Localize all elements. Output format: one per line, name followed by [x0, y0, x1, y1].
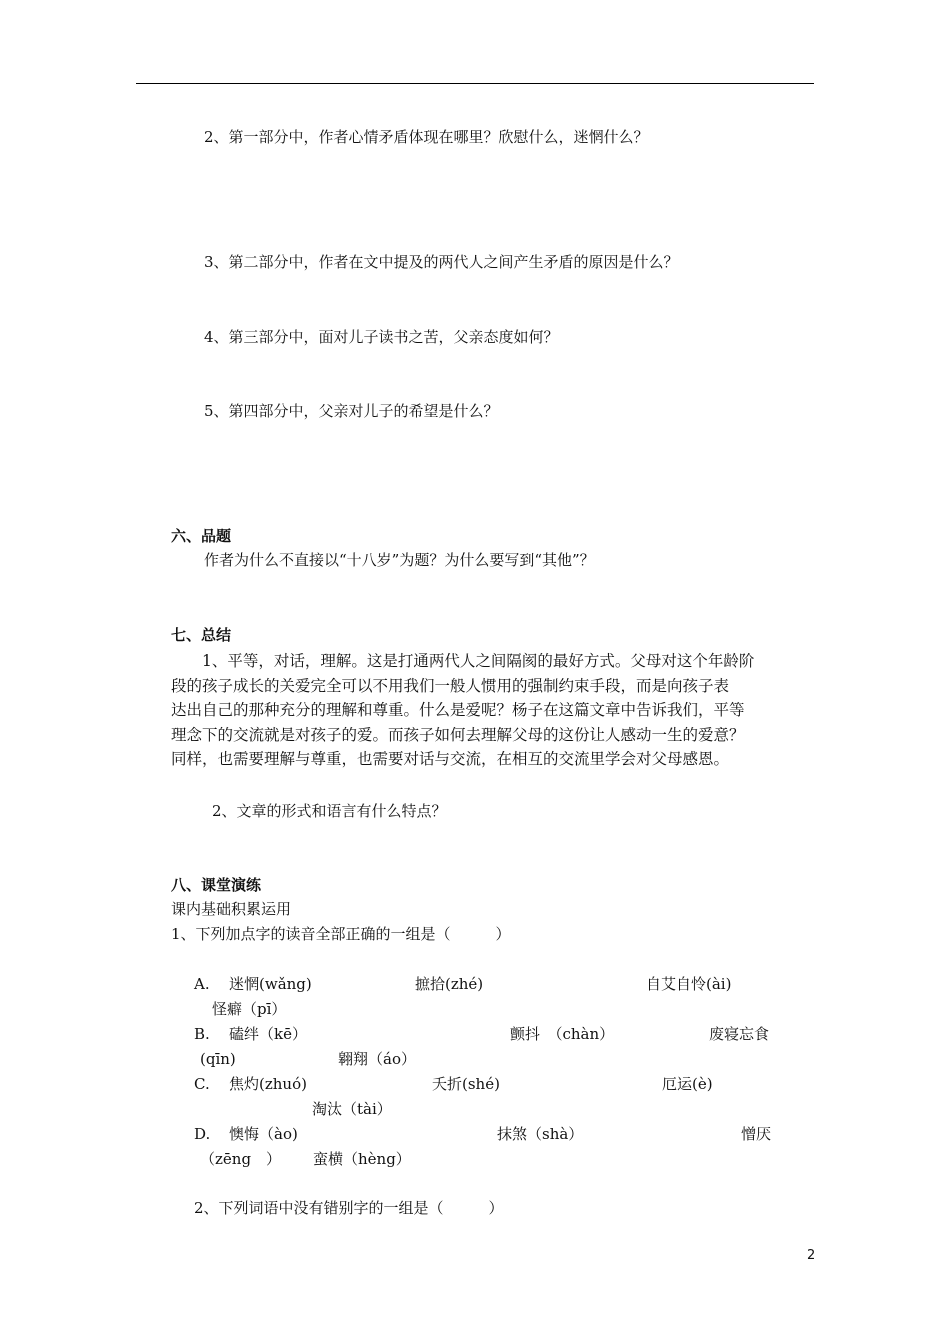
option-a-word-4: 怪癖（pī） [212, 1000, 287, 1018]
option-b-word-3-pinyin: (qīn) [200, 1050, 236, 1068]
page-number: 2 [807, 1248, 816, 1263]
summary-line: 达出自己的那种充分的理解和尊重。什么是爱呢？杨子在这篇文章中告诉我们，平等 [171, 701, 745, 720]
question-2: 2、第一部分中，作者心情矛盾体现在哪里？欣慰什么，迷惘什么？ [204, 128, 649, 146]
option-d-word-1: 懊悔（ào) [229, 1125, 298, 1143]
option-c-word-4: 淘汰（tài） [312, 1100, 392, 1118]
option-a-word-2: 摭拾(zhé) [415, 975, 484, 993]
summary-line: 理念下的交流就是对孩子的爱。而孩子如何去理解父母的这份让人感动一生的爱意？ [171, 725, 745, 744]
option-d-word-3: 憎厌 [741, 1125, 772, 1143]
summary-line: 1、平等，对话，理解。这是打通两代人之间隔阂的最好方式。父母对这个年龄阶 [171, 652, 755, 670]
option-a-word-3: 自艾自怜(ài) [646, 975, 732, 993]
section-6-heading: 六、品题 [171, 527, 232, 545]
section-6-text: 作者为什么不直接以“十八岁”为题？为什么要写到“其他”？ [204, 551, 595, 569]
option-c-word-3: 厄运(è) [662, 1075, 713, 1093]
option-c-word-2: 夭折(shé) [432, 1075, 500, 1093]
section-7-question-2: 2、文章的形式和语言有什么特点？ [212, 802, 447, 820]
summary-line: 同样，也需要理解与尊重，也需要对话与交流，在相互的交流里学会对父母感恩。 [171, 750, 730, 769]
option-c-word-1: 焦灼(zhuó) [229, 1075, 307, 1093]
option-d-label: D. [194, 1125, 211, 1143]
option-d-word-4: 蛮横（hèng） [313, 1150, 411, 1168]
question-3: 3、第二部分中，作者在文中提及的两代人之间产生矛盾的原因是什么？ [204, 253, 679, 271]
option-b-word-1: 磕绊（kē） [229, 1025, 307, 1043]
option-c-label: C. [194, 1075, 210, 1093]
question-4: 4、第三部分中，面对儿子读书之苦，父亲态度如何？ [204, 328, 559, 346]
section-8-subheading: 课内基础积累运用 [171, 900, 292, 918]
summary-line: 段的孩子成长的关爱完全可以不用我们一般人惯用的强制约束手段，而是向孩子表 [171, 676, 730, 695]
section-7-heading: 七、总结 [171, 626, 232, 644]
header-rule [136, 83, 814, 84]
exercise-2: 2、下列词语中没有错别字的一组是（ ） [194, 1199, 504, 1217]
summary-paragraph [171, 649, 796, 772]
option-a-word-1: 迷惘(wǎng) [229, 975, 312, 993]
option-b-word-2: 颤抖 （chàn） [510, 1025, 615, 1043]
option-b-word-3: 废寝忘食 [709, 1025, 770, 1043]
option-a-label: A. [194, 975, 210, 993]
option-d-word-3-pinyin: （zēng ） [200, 1150, 282, 1168]
exercise-1: 1、下列加点字的读音全部正确的一组是（ ） [171, 925, 511, 943]
option-b-label: B. [194, 1025, 210, 1043]
option-d-word-2: 抹煞（shà） [497, 1125, 584, 1143]
question-5: 5、第四部分中，父亲对儿子的希望是什么？ [204, 402, 499, 420]
option-b-word-4: 翱翔（áo） [338, 1050, 416, 1068]
section-8-heading: 八、课堂演练 [171, 876, 262, 894]
